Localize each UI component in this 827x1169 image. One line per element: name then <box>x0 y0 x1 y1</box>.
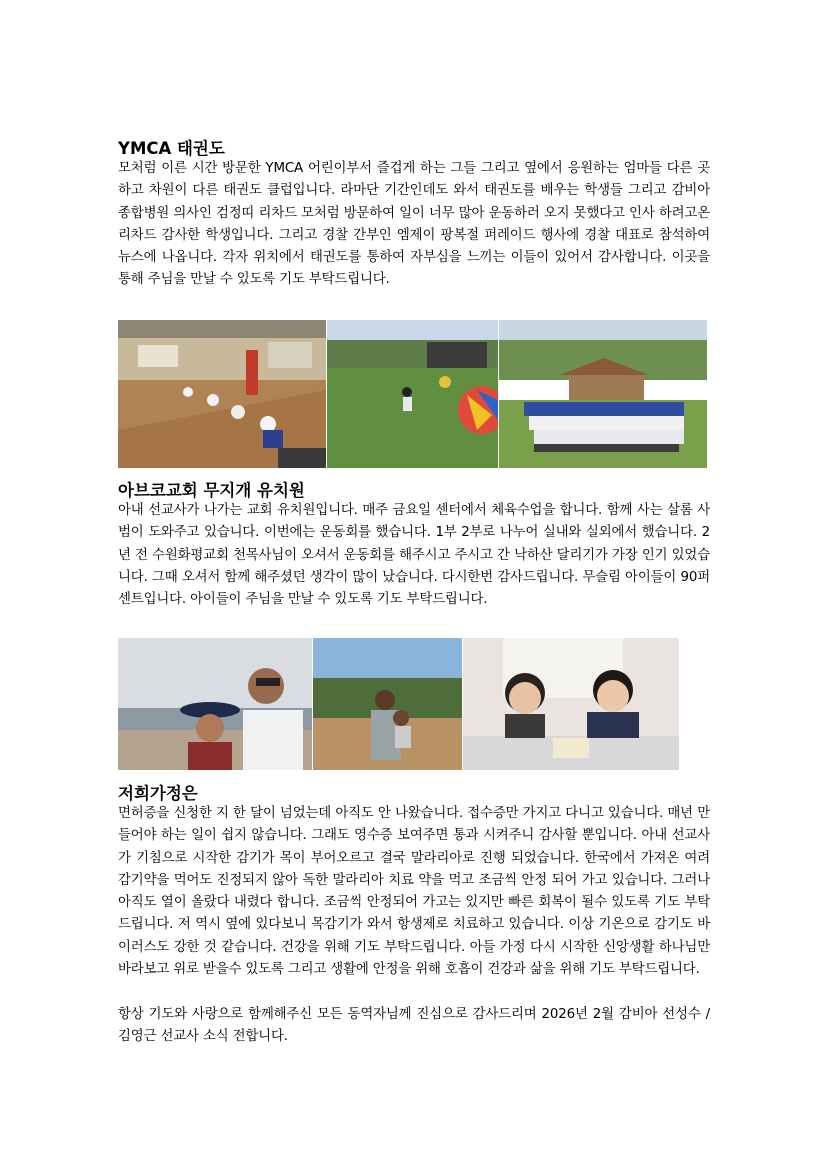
photo-kindergarten-group <box>499 320 707 468</box>
section-body-ymca: 모처럼 이른 시간 방문한 YMCA 어린이부서 즐겁게 하는 그들 그리고 옆에서 응원하는 엄마들 다른 곳 하고 차원이 다른 태권도 클럽입니다. 라마단 기간인데도 와서 태권도를 배우는 학생들 그리고 감비아 종합병원 의사인 검정띠 리차드 모처럼 방문하여 일이 너무 많아 운동하러 오지 못했다고 인사 하려고온 리차드 감사한 학생입니다. 그리고 경찰 간부인 엠제이 팡복절 퍼레이드 행사에 경찰 대표로 참석하여 뉴스에 나옵니다. 각자 위치에서 태권도를 통하여 자부심을 느끼는 이들이 있어서 감사합니다. 이곳을 통해 주님을 만날 수 있도록 기도 부탁드립니다. <box>118 161 710 288</box>
closing-note: 항상 기도와 사랑으로 함께해주신 모든 동역자님께 진심으로 감사드리며 2026년 2월 감비아 선성수 /김영근 선교사 소식 전합니다. <box>118 1007 710 1045</box>
photo-mother-child <box>313 638 462 770</box>
section-body-kindergarten: 아내 선교사가 나가는 교회 유치원입니다. 매주 금요일 센터에서 체육수업을 합니다. 함께 사는 살롬 사범이 도와주고 있습니다. 이번에는 운동회를 했습니다. 1부 2부로 나누어 실내와 실외에서 했습니다. 2년 전 수원화평교회 천목사님이 오셔서 운동회를 해주시고 주시고 간 낙하산 달리기가 가장 인기 있었습니다. 그때 오셔서 함께 해주셨던 생각이 많이 났습니다. 다시한번 감사드립니다. 무슬림 아이들이 90퍼센트입니다. 아이들이 주님을 만날 수 있도록 기도 부탁드립니다. <box>118 503 710 608</box>
photo-taekwondo-gym <box>118 320 326 468</box>
section-title-kindergarten: 아브코교회 무지개 유치원 <box>118 481 305 500</box>
photo-couple-beach <box>118 638 312 770</box>
photo-grandchildren <box>463 638 679 770</box>
photo-kids-field <box>327 320 498 468</box>
section-title-ymca: YMCA 태권도 <box>118 139 225 158</box>
section-body-family: 면허증을 신청한 지 한 달이 넘었는데 아직도 안 나왔습니다. 접수증만 가지고 다니고 있습니다. 매년 만들어야 하는 일이 쉽지 않습니다. 그래도 영수증 보여주면 통과 시켜주니 감사할 뿐입니다. 아내 선교사가 기침으로 시작한 감기가 목이 부어오르고 결국 말라리아로 진행 되었습니다. 한국에서 가져온 여려 감기약을 먹어도 진정되지 않아 독한 말라리아 치료 약을 먹고 조금씩 안정 되어 가고 있습니다. 그러나 아직도 열이 올랐다 내렸다 합니다. 조금씩 안정되어 가고는 있지만 빠른 회복이 될수 있도록 기도 부탁드립니다. 저 역시 옆에 있다보니 목감기가 와서 항생제로 치료하고 있습니다. 이상 기온으로 감기도 바이러스도 강한 것 같습니다. 건강을 위해 기도 부탁드립니다. 아들 가정 다시 시작한 신앙생활 하나님만 바라보고 위로 받을수 있도록 그리고 생활에 안정을 위해 호흡이 건강과 삶을 위해 기도 부탁드립니다. <box>118 806 710 978</box>
section-title-family: 저희가정은 <box>118 784 198 803</box>
